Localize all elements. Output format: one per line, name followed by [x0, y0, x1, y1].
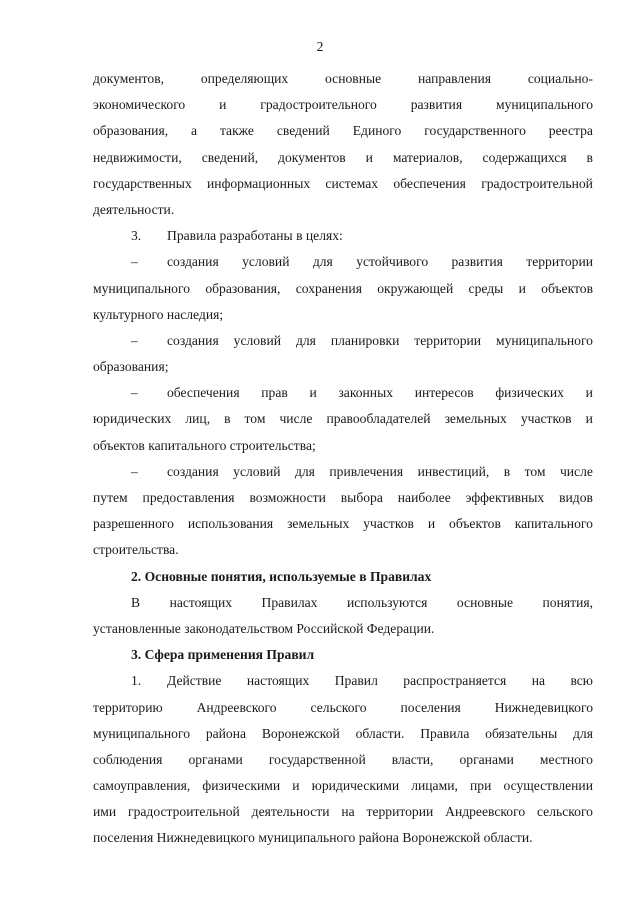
word: и	[585, 411, 593, 427]
bullet-line	[93, 380, 593, 406]
text-line	[93, 590, 593, 616]
word: деятельности	[251, 804, 330, 820]
word: окружающей	[377, 280, 454, 296]
text-line	[93, 485, 593, 511]
word: участков	[520, 411, 572, 427]
word: документов,	[93, 71, 165, 86]
word: и	[309, 385, 317, 401]
word: объектов	[449, 516, 501, 532]
bullet-line	[93, 459, 593, 485]
text-line: объектов капитального строительства;	[93, 437, 316, 453]
word: направления	[417, 71, 492, 86]
word: социально-	[527, 71, 593, 86]
list-marker: 1.	[131, 673, 142, 689]
bullet-line	[93, 249, 593, 275]
word: и	[365, 149, 373, 165]
list-item-3	[93, 223, 593, 249]
word: физических	[495, 385, 564, 401]
document-body	[93, 66, 593, 852]
word: капитального	[514, 516, 593, 532]
word: настоящих	[246, 673, 310, 689]
word: выбора	[340, 490, 383, 505]
word: государственного	[424, 123, 526, 139]
word: земельных	[287, 516, 350, 532]
word: лиц,	[185, 411, 211, 427]
word: числе	[559, 463, 593, 479]
text-line	[93, 171, 593, 197]
text-line	[93, 721, 593, 747]
word: системах	[325, 175, 379, 191]
word: образования,	[93, 123, 169, 139]
word: сведений	[276, 123, 330, 139]
bullet-line	[93, 328, 593, 354]
text-line	[93, 118, 593, 144]
word: используются	[346, 594, 428, 610]
word: физическими	[202, 778, 281, 794]
word: использования	[187, 516, 274, 532]
word: распространяется	[403, 673, 507, 689]
word: содержащихся	[482, 149, 567, 165]
text-line	[93, 747, 593, 773]
word: прав	[261, 385, 288, 401]
text-line	[93, 511, 593, 537]
word: – создания	[131, 328, 219, 354]
word: сельского	[310, 699, 367, 715]
word: правообладателей	[326, 411, 431, 427]
word: образования,	[205, 280, 281, 296]
word: Единого	[352, 123, 402, 139]
word: поселения	[400, 699, 461, 715]
word: основные	[456, 594, 514, 610]
word: сведений,	[201, 149, 259, 165]
word: Андреевского	[196, 699, 277, 715]
word: юридических	[93, 411, 172, 427]
word: Правил	[334, 673, 378, 689]
word: условий	[233, 463, 281, 479]
word: Андреевского	[445, 804, 526, 820]
text-line	[93, 773, 593, 799]
word: местного	[539, 751, 593, 767]
item-text: Правила разработаны в целях:	[167, 228, 343, 244]
word: юридическими	[311, 778, 400, 794]
word: участков	[363, 516, 414, 532]
word: развития	[451, 254, 503, 270]
text-line	[93, 276, 593, 302]
text-line: деятельности.	[93, 201, 175, 217]
word: территории	[414, 332, 482, 348]
word: числе	[279, 411, 313, 427]
word: государственных	[93, 175, 192, 191]
word: градостроительной	[481, 175, 593, 191]
word: и	[427, 516, 436, 532]
word: и	[219, 97, 227, 113]
word: Нижнедевицкого	[494, 699, 593, 715]
word: муниципального	[93, 280, 191, 296]
word: том	[244, 411, 266, 427]
page-number: 2	[316, 39, 324, 54]
word: самоуправления,	[93, 778, 191, 794]
word: путем	[93, 490, 128, 505]
text-line	[93, 695, 593, 721]
word: объектов	[541, 280, 593, 296]
word: недвижимости,	[93, 149, 182, 165]
list-marker: –	[131, 385, 138, 401]
word: для	[573, 725, 593, 741]
word: и	[292, 778, 300, 794]
word: – создания	[131, 459, 219, 485]
item-number: 3.	[131, 228, 142, 244]
word: градостроительного	[260, 97, 377, 113]
text-line: культурного наследия;	[93, 306, 224, 322]
word: наиболее	[397, 490, 451, 505]
word: органами	[188, 751, 243, 767]
word: Воронежской	[261, 725, 340, 741]
word: для	[294, 463, 315, 479]
text-line	[93, 406, 593, 432]
word: на	[341, 804, 355, 820]
word: соблюдения	[93, 751, 163, 767]
word: ими	[93, 804, 117, 820]
word: в	[224, 411, 231, 427]
list-marker: –	[131, 463, 138, 479]
text-line: поселения Нижнедевицкого муниципального района Воронежской области.	[93, 830, 533, 846]
word: условий	[233, 332, 282, 348]
word: развития	[410, 97, 463, 113]
text-line	[93, 66, 593, 92]
word: и	[585, 385, 593, 401]
word: материалов,	[392, 149, 463, 165]
word: настоящих	[169, 594, 233, 610]
word: видов	[559, 490, 593, 505]
word: разрешенного	[93, 516, 174, 532]
word: на	[531, 673, 546, 689]
word: понятия,	[542, 594, 593, 610]
word: обеспечения	[393, 175, 466, 191]
word: привлечения	[329, 463, 404, 479]
word: условий	[242, 254, 290, 270]
word: муниципального	[495, 97, 593, 113]
word: для	[295, 332, 316, 348]
word: территорию	[93, 699, 163, 715]
word: среды	[468, 280, 504, 296]
list-item-1	[93, 668, 593, 694]
word: в	[503, 463, 511, 479]
word: информационных	[207, 175, 311, 191]
word: инвестиций,	[417, 463, 490, 479]
word: а	[191, 123, 198, 139]
word: предоставления	[142, 490, 235, 505]
word: 1. Действие	[131, 668, 221, 694]
word: – создания	[131, 249, 219, 275]
word: эффективных	[465, 490, 545, 505]
word: реестра	[548, 123, 593, 139]
word: возможности	[249, 490, 326, 505]
word: градостроительной	[128, 804, 240, 820]
word: и	[518, 280, 526, 296]
word: также	[219, 123, 254, 139]
word: земельных	[444, 411, 507, 427]
word: в	[586, 149, 593, 165]
word: законных	[338, 385, 394, 401]
word: для	[312, 254, 333, 270]
text-line	[93, 92, 593, 118]
word: Правила	[420, 725, 470, 741]
text-line: строительства.	[93, 542, 179, 558]
word: Правилах	[261, 594, 318, 610]
word: В	[131, 594, 141, 610]
word: интересов	[414, 385, 474, 401]
word: территории	[366, 804, 434, 820]
word: территории	[526, 254, 593, 270]
word: власти,	[391, 751, 434, 767]
word: муниципального	[495, 332, 593, 348]
word: сельского	[536, 804, 593, 820]
word: устойчивого	[356, 254, 429, 270]
word: при	[470, 778, 492, 794]
word: – обеспечения	[131, 380, 240, 406]
text-line	[93, 145, 593, 171]
text-line: установленные законодательством Российской Федерации.	[93, 620, 435, 636]
word: осуществлении	[503, 778, 593, 794]
list-marker: –	[131, 332, 138, 348]
word: области.	[355, 725, 405, 741]
word: основные	[325, 71, 382, 86]
list-marker: –	[131, 254, 138, 270]
word: муниципального	[93, 725, 191, 741]
word: том	[524, 463, 546, 479]
word: сохранения	[295, 280, 362, 296]
section-heading-2: 2. Основные понятия, используемые в Правилах	[131, 568, 432, 584]
word: района	[205, 725, 247, 741]
word: определяющих	[200, 71, 289, 86]
text-line: образования;	[93, 359, 169, 375]
text-line	[93, 799, 593, 825]
word: государственной	[268, 751, 366, 767]
word: документов	[278, 149, 346, 165]
word: лицами,	[411, 778, 458, 794]
word: всю	[570, 673, 593, 689]
word: экономического	[93, 97, 186, 113]
word: обязательны	[485, 725, 558, 741]
word: органами	[459, 751, 514, 767]
word: планировки	[330, 332, 400, 348]
section-heading-3: 3. Сфера применения Правил	[131, 647, 315, 663]
